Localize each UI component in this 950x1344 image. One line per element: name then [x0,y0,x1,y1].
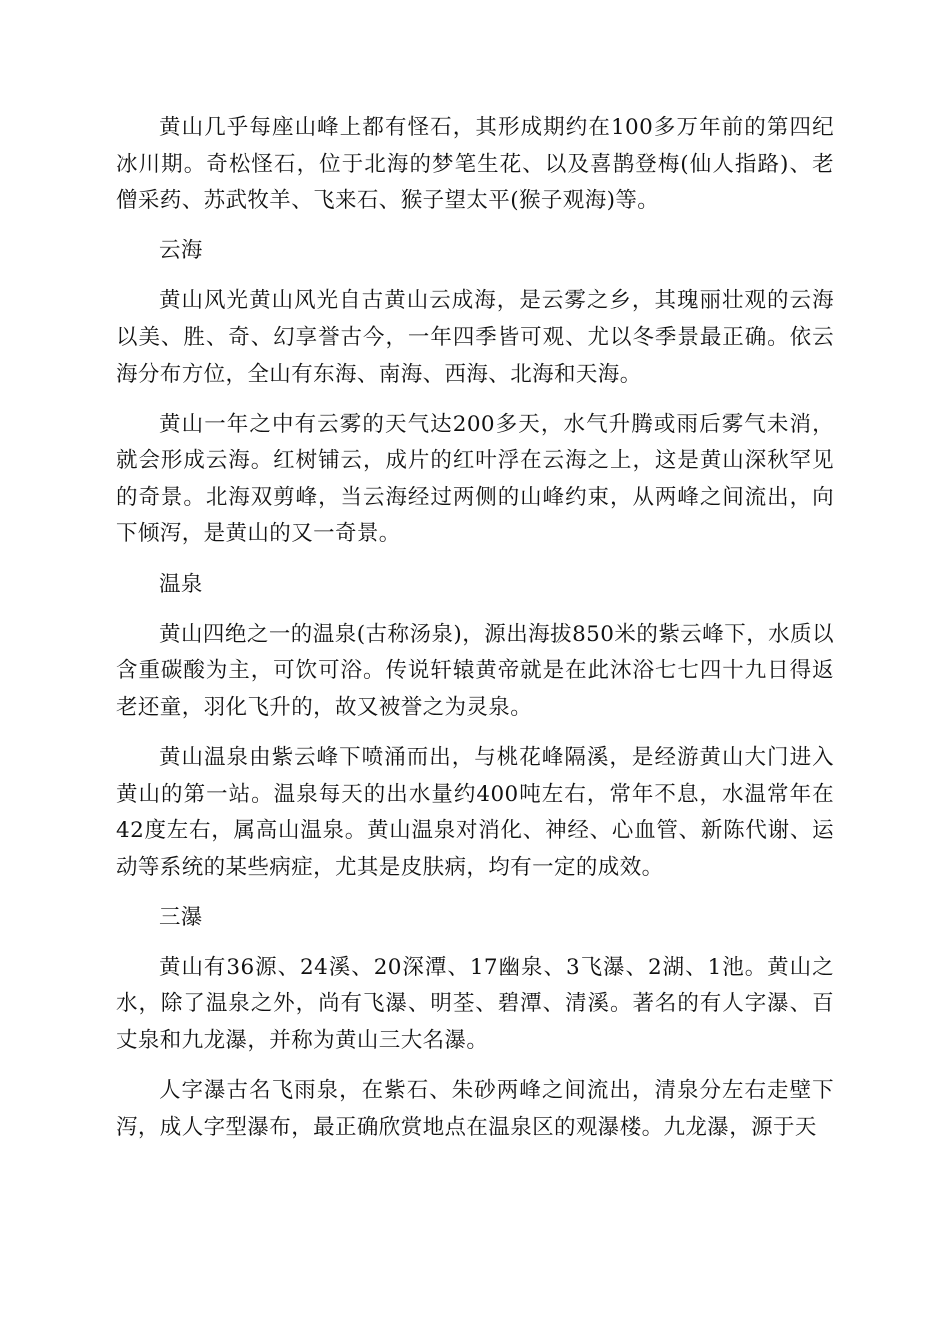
paragraph-hot-springs-intro: 黄山四绝之一的温泉(古称汤泉)，源出海拔850米的紫云峰下，水质以含重碳酸为主，可饮可浴。传说轩辕黄帝就是在此沐浴七七四十九日得返老还童，羽化飞升的，故又被誉之为灵泉。 [116,621,834,720]
paragraph-hot-springs-detail: 黄山温泉由紫云峰下喷涌而出，与桃花峰隔溪，是经游黄山大门进入黄山的第一站。温泉每天的出水量约400吨左右，常年不息，水温常年在42度左右，属高山温泉。黄山温泉对消化、神经、心血管、新陈代谢、运动等系统的某些病症，尤其是皮肤病，均有一定的成效。 [116,744,834,880]
paragraph-waterfalls-intro: 黄山有36源、24溪、20深潭、17幽泉、3飞瀑、2湖、1池。黄山之水，除了温泉之外，尚有飞瀑、明荃、碧潭、清溪。著名的有人字瀑、百丈泉和九龙瀑，并称为黄山三大名瀑。 [116,954,834,1054]
paragraph-strange-rocks: 黄山几乎每座山峰上都有怪石，其形成期约在100多万年前的第四纪冰川期。奇松怪石，位于北海的梦笔生花、以及喜鹊登梅(仙人指路)、老僧采药、苏武牧羊、飞来石、猴子望太平(猴子观海)等。 [116,115,834,214]
section-heading-hot-springs: 温泉 [159,571,203,597]
paragraph-sea-of-clouds-detail: 黄山一年之中有云雾的天气达200多天，水气升腾或雨后雾气未消，就会形成云海。红树铺云，成片的红叶浮在云海之上，这是黄山深秋罕见的奇景。北海双剪峰，当云海经过两侧的山峰约束，从两峰之间流出，向下倾泻，是黄山的又一奇景。 [116,411,834,547]
section-heading-three-waterfalls: 三瀑 [159,904,203,930]
section-heading-sea-of-clouds: 云海 [159,238,203,264]
paragraph-waterfalls-detail: 人字瀑古名飞雨泉，在紫石、朱砂两峰之间流出，清泉分左右走壁下泻，成人字型瀑布，最正确欣赏地点在温泉区的观瀑楼。九龙瀑，源于天 [116,1078,834,1140]
document-page [116,110,834,1160]
paragraph-sea-of-clouds-intro: 黄山风光黄山风光自古黄山云成海，是云雾之乡，其瑰丽壮观的云海以美、胜、奇、幻享誉古今，一年四季皆可观、尤以冬季景最正确。依云海分布方位，全山有东海、南海、西海、北海和天海。 [116,288,834,387]
